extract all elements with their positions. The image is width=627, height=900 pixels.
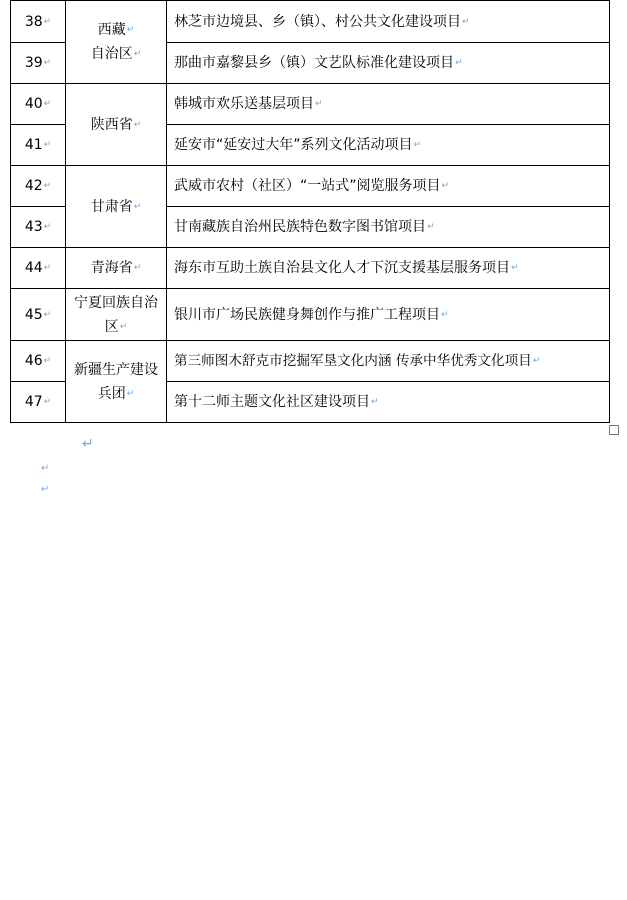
province-name-line: 青海省↵ <box>90 260 142 276</box>
row-number: 40 <box>24 96 43 112</box>
province-cell-ningxia <box>66 289 167 341</box>
province-name-line: 甘肃省↵ <box>90 198 142 215</box>
row-number: 39 <box>24 55 43 71</box>
project-name: 那曲市嘉黎县乡（镇）文艺队标准化建设项目 <box>174 55 454 71</box>
table-row <box>11 166 610 207</box>
row-number: 45 <box>24 306 43 323</box>
table-row <box>11 248 610 289</box>
row-number-cell <box>11 125 66 166</box>
table-row <box>11 341 610 382</box>
paragraph-mark-icon: ↵ <box>41 463 50 474</box>
province-name-line: 陕西省↵ <box>90 116 142 133</box>
province-name-line: 自治区↵ <box>90 46 142 62</box>
row-number: 44 <box>24 260 43 276</box>
paragraph-mark-icon: ↵ <box>43 99 52 109</box>
province-name-line: 区↵ <box>104 318 128 335</box>
row-number-cell <box>11 84 66 125</box>
project-name-cell <box>167 84 610 125</box>
paragraph-mark-icon: ↵ <box>511 263 519 273</box>
project-name: 武威市农村（社区）“一站式”阅览服务项目 <box>174 178 441 194</box>
province-name-line: 西藏↵ <box>97 22 135 38</box>
province-cell-qinghai <box>66 248 167 289</box>
project-name: 甘南藏族自治州民族特色数字图书馆项目 <box>174 219 426 235</box>
project-name-cell <box>167 289 610 341</box>
paragraph-mark-icon: ↵ <box>441 309 449 320</box>
paragraph-mark-icon: ↵ <box>41 484 50 495</box>
paragraph-mark-icon: ↵ <box>133 263 142 273</box>
row-number-cell <box>11 289 66 341</box>
row-number-cell <box>11 166 66 207</box>
table-resize-handle[interactable] <box>609 425 619 435</box>
project-name-cell <box>167 43 610 84</box>
paragraph-mark-icon: ↵ <box>43 263 52 273</box>
project-name: 银川市广场民族健身舞创作与推广工程项目 <box>174 306 440 323</box>
paragraph-mark-icon: ↵ <box>462 16 470 27</box>
paragraph-mark-icon: ↵ <box>427 222 435 232</box>
table-row <box>11 289 610 341</box>
project-table <box>10 0 610 423</box>
table-row <box>11 1 610 43</box>
project-name-cell <box>167 125 610 166</box>
paragraph-mark-icon: ↵ <box>43 140 52 150</box>
province-cell-gansu <box>66 166 167 248</box>
province-cell-shaanxi <box>66 84 167 166</box>
paragraph-mark-icon: ↵ <box>43 397 52 407</box>
row-number-cell <box>11 43 66 84</box>
row-number: 46 <box>24 353 43 369</box>
project-name: 第十二师主题文化社区建设项目 <box>174 394 370 410</box>
project-name-cell <box>167 207 610 248</box>
project-name-cell <box>167 341 610 382</box>
paragraph-mark-icon: ↵ <box>441 181 450 191</box>
province-name-line: 新疆生产建设 <box>74 361 158 378</box>
row-number: 42 <box>24 178 43 194</box>
row-number-cell <box>11 248 66 289</box>
row-number: 41 <box>24 137 43 153</box>
row-number-cell <box>11 382 66 423</box>
row-number-cell <box>11 1 66 43</box>
province-cell-xinjiang-bingtuan <box>66 341 167 423</box>
paragraph-mark-icon: ↵ <box>119 321 128 332</box>
project-name-cell <box>167 1 610 43</box>
paragraph-mark-icon: ↵ <box>43 356 52 366</box>
paragraph-mark-icon: ↵ <box>371 397 379 407</box>
paragraph-mark-icon: ↵ <box>532 356 541 366</box>
paragraph-mark-icon: ↵ <box>455 58 463 68</box>
row-number-cell <box>11 207 66 248</box>
project-name: 第三师图木舒克市挖掘军垦文化内涵 传承中华优秀文化项目 <box>174 353 532 369</box>
paragraph-mark-icon: ↵ <box>126 25 135 35</box>
paragraph-mark-icon: ↵ <box>43 58 52 68</box>
project-name: 韩城市欢乐送基层项目 <box>174 96 314 112</box>
project-name: 海东市互助土族自治县文化人才下沉支援基层服务项目 <box>174 260 510 276</box>
paragraph-mark-icon: ↵ <box>43 309 52 320</box>
project-name: 延安市“延安过大年”系列文化活动项目 <box>174 137 413 153</box>
province-name-line: 兵团↵ <box>97 385 135 402</box>
paragraph-mark-icon: ↵ <box>43 222 52 232</box>
paragraph-mark-icon: ↵ <box>133 119 142 130</box>
paragraph-mark-icon: ↵ <box>315 99 323 109</box>
project-name: 林芝市边境县、乡（镇）、村公共文化建设项目 <box>174 13 461 30</box>
project-name-cell <box>167 248 610 289</box>
paragraph-mark-icon: ↵ <box>43 181 52 191</box>
project-name-cell <box>167 166 610 207</box>
row-number: 43 <box>24 219 43 235</box>
row-number-cell <box>11 341 66 382</box>
paragraph-mark-icon: ↵ <box>126 388 135 399</box>
row-number: 47 <box>24 394 43 410</box>
paragraph-mark-icon: ↵ <box>43 16 52 27</box>
row-number: 38 <box>24 13 43 30</box>
paragraph-mark-icon: ↵ <box>413 140 422 150</box>
paragraph-mark-icon: ↵ <box>82 436 94 452</box>
province-cell-xizang <box>66 1 167 84</box>
province-name-line: 宁夏回族自治 <box>74 294 158 311</box>
project-name-cell <box>167 382 610 423</box>
table-row <box>11 84 610 125</box>
paragraph-mark-icon: ↵ <box>133 49 142 59</box>
paragraph-mark-icon: ↵ <box>133 201 142 212</box>
